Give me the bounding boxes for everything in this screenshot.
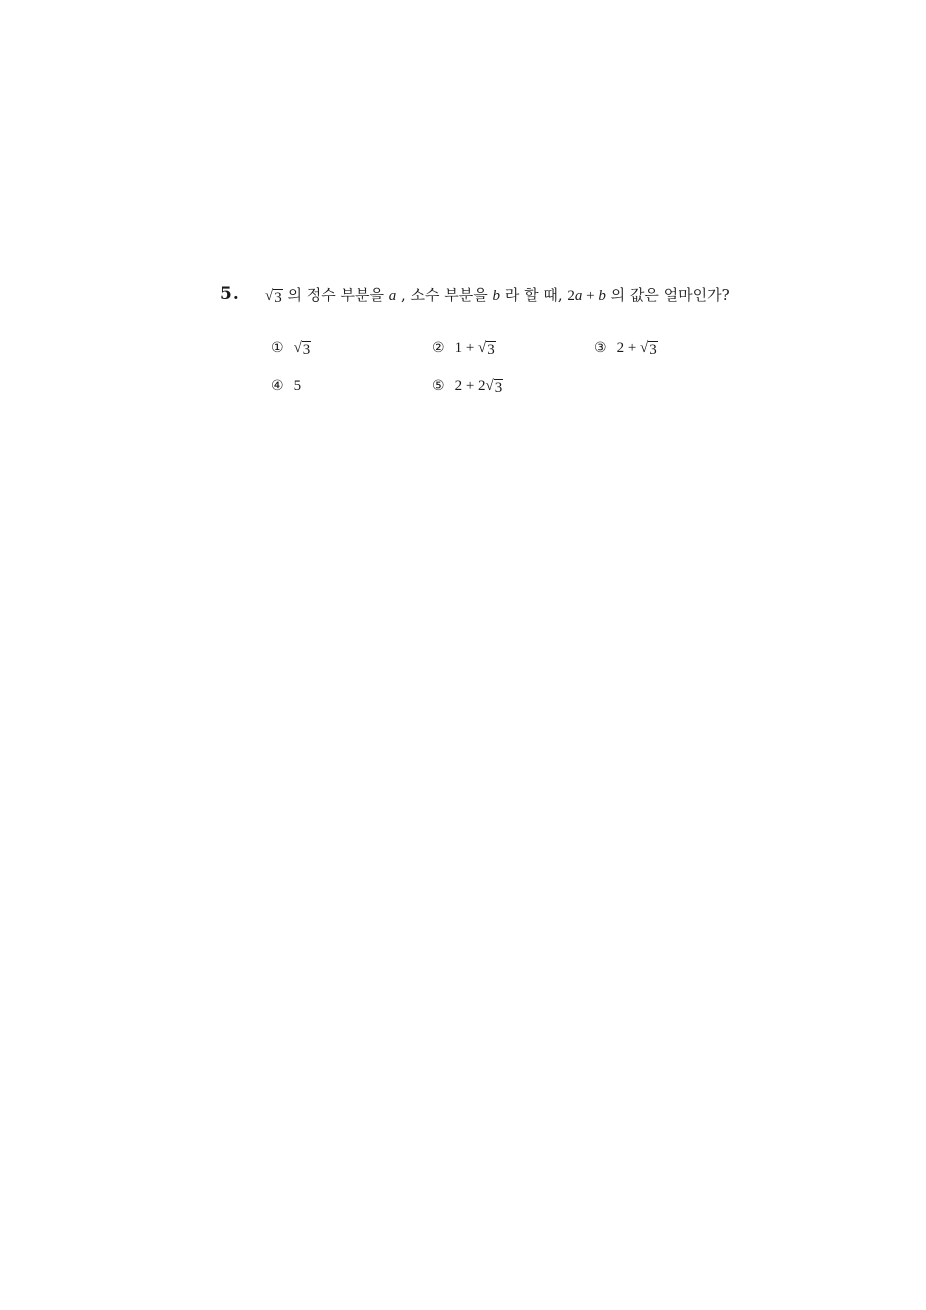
question-text-part: 라 할 때, <box>500 286 568 304</box>
variable-a: a <box>388 288 397 304</box>
choice-marker: ④ <box>271 378 284 394</box>
choice-marker: ③ <box>594 340 607 356</box>
sqrt-expression <box>486 377 504 396</box>
question-number: 5. <box>220 284 240 304</box>
sqrt-expression <box>265 287 283 306</box>
question-text-part: 의 정수 부분을 <box>282 286 389 304</box>
radical-sign: √ <box>640 340 649 356</box>
variable-b: b <box>492 288 501 304</box>
question-text-part: 의 값은 얼마인가? <box>605 286 730 304</box>
radicand: 3 <box>487 342 495 358</box>
choice-marker: ① <box>271 340 284 356</box>
choice-value: 5 <box>293 378 302 394</box>
radical-sign: √ <box>265 288 274 304</box>
radical-sign: √ <box>478 340 487 356</box>
radical-sign: √ <box>293 340 302 356</box>
expression-variable-b: b <box>598 288 606 304</box>
sqrt-coefficient: 2 <box>478 378 486 394</box>
choice-marker: ⑤ <box>432 378 445 394</box>
sqrt-expression <box>294 339 312 358</box>
choice-1[interactable] <box>271 337 311 358</box>
expression-variable-a: a <box>574 288 583 304</box>
radicand: 3 <box>274 290 282 306</box>
sqrt-expression <box>478 339 496 358</box>
choice-prefix: 2 + <box>454 378 479 394</box>
expression-coefficient: 2 <box>567 288 575 304</box>
choice-3[interactable] <box>594 337 658 358</box>
choice-5[interactable] <box>432 375 503 396</box>
radicand: 3 <box>302 342 311 358</box>
radicand: 3 <box>494 380 503 396</box>
radical-sign: √ <box>485 378 494 394</box>
choice-4[interactable] <box>271 375 301 396</box>
choice-prefix: 2 + <box>616 340 641 356</box>
question-text-part: , 소수 부분을 <box>396 286 493 304</box>
radicand: 3 <box>649 342 657 358</box>
sqrt-expression <box>640 339 658 358</box>
question-text <box>265 285 730 306</box>
choice-marker: ② <box>432 340 445 356</box>
expression-plus: + <box>582 288 599 304</box>
choice-2[interactable] <box>432 337 496 358</box>
choice-prefix: 1 + <box>454 340 479 356</box>
